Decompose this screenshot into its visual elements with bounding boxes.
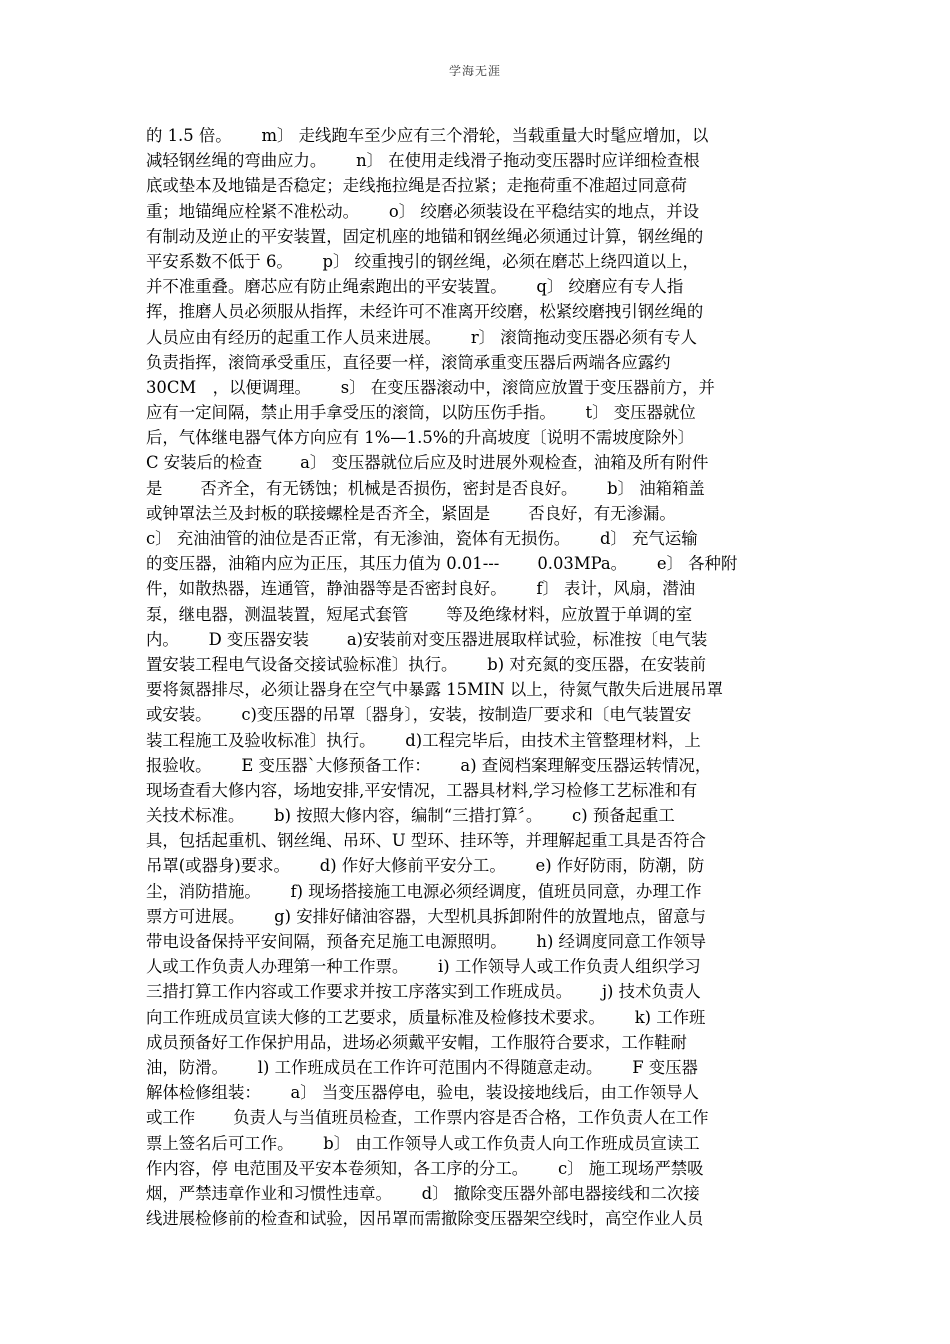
text-line: 减轻钢丝绳的弯曲应力。 n〕 在使用走线滑子拖动变压器时应详细检查根 — [146, 151, 700, 171]
text-line: 或工作 负责人与当值班员检查，工作票内容是否合格，工作负责人在工作 — [146, 1108, 709, 1128]
text-line: 并不准重叠。磨芯应有防止绳索跑出的平安装置。 q〕 绞磨应有专人指 — [146, 277, 684, 297]
text-line: 三措打算工作内容或工作要求并按工序落实到工作班成员。 j) 技术负责人 — [146, 982, 701, 1002]
text-line: 具，包括起重机、钢丝绳、吊环、U 型环、挂环等，并理解起重工具是否符合 — [146, 831, 706, 851]
text-line: 负责指挥，滚筒承受重压，直径要一样，滚筒承重变压器后两端各应露约 — [146, 352, 671, 372]
text-line: 重；地锚绳应栓紧不准松动。 o〕 绞磨必须装设在平稳结实的地点，并设 — [146, 201, 699, 221]
text-line: 要将氮器排尽，必须让器身在空气中暴露 15MIN 以上，待氮气散失后进展吊罩 — [146, 680, 723, 700]
text-line: 有制动及逆止的平安装置，固定机座的地锚和钢丝绳必须通过计算，钢丝绳的 — [146, 226, 704, 246]
text-line: 30CM ，以便调理。 s〕 在变压器滚动中，滚筒应放置于变压器前方，并 — [146, 377, 715, 397]
text-line: 烟，严禁违章作业和习惯性违章。 d〕 撤除变压器外部电器接线和二次接 — [146, 1183, 700, 1203]
text-line: 挥，推磨人员必须服从指挥，未经许可不准离开绞磨，松紧绞磨拽引钢丝绳的 — [146, 302, 704, 322]
text-line: 内。 D 变压器安装 a)安装前对变压器进展取样试验，标准按〔电气装 — [146, 629, 708, 649]
text-line: 的变压器，油箱内应为正压，其压力值为 0.01--- 0.03MPa。 e〕 各种附 — [146, 554, 738, 574]
text-line: 票上签名后可工作。 b〕 由工作领导人或工作负责人向工作班成员宣读工 — [146, 1133, 700, 1153]
text-line: 装工程施工及验收标准〕执行。 d)工程完毕后，由技术主管整理材料，上 — [146, 730, 701, 750]
text-line: 应有一定间隔，禁止用手拿受压的滚筒，以防压伤手指。 t〕 变压器就位 — [146, 403, 696, 423]
text-line: 的 1.5 倍。 m〕 走线跑车至少应有三个滑轮，当载重量大时髦应增加，以 — [146, 126, 709, 145]
text-line: 件，如散热器，连通管，静油器等是否密封良好。 f〕 表计，风扇，潜油 — [146, 579, 696, 599]
text-line: 底或垫本及地锚是否稳定；走线拖拉绳是否拉紧；走拖荷重不准超过同意荷 — [146, 176, 687, 196]
text-line: 解体检修组装： a〕 当变压器停电，验电，装设接地线后，由工作领导人 — [146, 1083, 699, 1103]
text-line: 现场查看大修内容，场地安排,平安情况，工器具材料,学习检修工艺标准和有 — [146, 780, 698, 800]
text-line: 尘，消防措施。 f) 现场搭接施工电源必须经调度，值班员同意，办理工作 — [146, 881, 702, 901]
text-line: 后，气体继电器气体方向应有 1%—1.5%的升高坡度〔说明不需坡度除外〕 — [146, 428, 695, 448]
text-line: 线进展检修前的检查和试验，因吊罩而需撤除变压器架空线时，高空作业人员 — [146, 1209, 704, 1229]
text-line: 是 否齐全，有无锈蚀；机械是否损伤，密封是否良好。 b〕 油箱箱盖 — [146, 478, 705, 498]
text-line: c〕 充油油管的油位是否正常，有无渗油，瓷体有无损伤。 d〕 充气运输 — [146, 529, 698, 548]
text-line: 成员预备好工作保护用品，进场必须戴平安帽，工作服符合要求，工作鞋耐 — [146, 1032, 687, 1052]
page-header: 学海无涯 — [448, 64, 501, 78]
text-line: 票方可进展。 g) 安排好储油容器，大型机具拆卸附件的放置地点，留意与 — [146, 906, 706, 926]
text-line: 关技术标准。 b) 按照大修内容，编制“三措打算〞。 c) 预备起重工 — [146, 806, 675, 826]
text-line: 向工作班成员宣读大修的工艺要求，质量标准及检修技术要求。 k) 工作班 — [146, 1007, 706, 1027]
text-line: 人员应由有经历的起重工作人员来进展。 r〕 滚筒拖动变压器必须有专人 — [146, 327, 697, 347]
text-line: 或安装。 c)变压器的吊罩〔器身〕，安装，按制造厂要求和〔电气装置安 — [146, 705, 692, 725]
text-line: C 安装后的检查 a〕 变压器就位后应及时进展外观检查，油箱及所有附件 — [146, 453, 709, 473]
text-line: 吊罩(或器身)要求。 d) 作好大修前平安分工。 e) 作好防雨，防潮，防 — [146, 856, 705, 876]
text-line: 人或工作负责人办理第一种工作票。 i) 工作领导人或工作负责人组织学习 — [146, 957, 701, 977]
text-line: 报验收。 E 变压器`大修预备工作： a) 查阅档案理解变压器运转情况， — [146, 755, 712, 775]
text-line: 带电设备保持平安间隔，预备充足施工电源照明。 h) 经调度同意工作领导 — [146, 932, 707, 951]
text-line: 作内容，停 电范围及平安本卷须知，各工序的分工。 c〕 施工现场严禁吸 — [146, 1158, 704, 1178]
text-line: 平安系数不低于 6。 p〕 绞重拽引的钢丝绳，必须在磨芯上绕四道以上， — [146, 251, 699, 271]
text-line: 泵，继电器，测温装置，短尾式套管 等及绝缘材料，应放置于单调的室 — [146, 604, 693, 624]
text-line: 或钟罩法兰及封板的联接螺栓是否齐全，紧固是 否良好，有无渗漏。 — [146, 503, 676, 523]
document-body — [146, 123, 806, 1231]
text-line: 置安装工程电气设备交接试验标准〕执行。 b) 对充氮的变压器，在安装前 — [146, 654, 706, 674]
text-line: 油，防滑。 l) 工作班成员在工作许可范围内不得随意走动。 F 变压器 — [146, 1057, 698, 1077]
